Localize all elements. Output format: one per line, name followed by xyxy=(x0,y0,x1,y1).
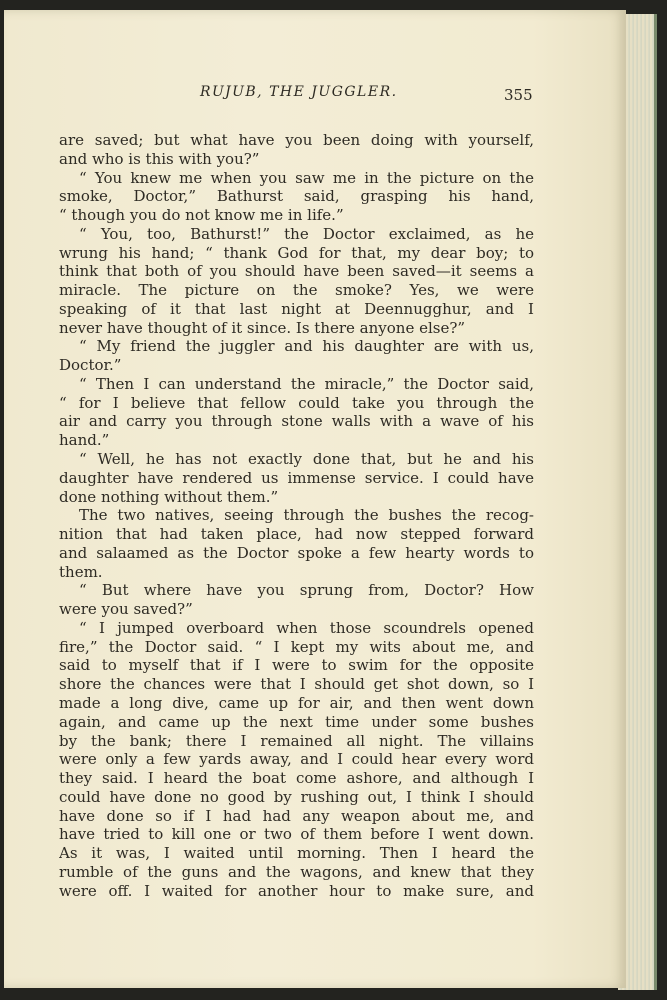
text-line: “ You knew me when you saw me in the picture on the xyxy=(79,168,534,187)
text-line: again, and came up the next time under some bushes xyxy=(59,712,534,731)
text-line: daughter have rendered us immense service. I could have xyxy=(59,468,534,487)
page-number: 355 xyxy=(504,86,533,104)
body-text xyxy=(59,131,534,900)
text-line: miracle. The picture on the smoke? Yes, we were xyxy=(59,281,534,300)
text-line: “ though you do not know me in life.” xyxy=(59,206,344,225)
text-line: “ But where have you sprung from, Doctor? How xyxy=(79,581,534,600)
text-line: by the bank; there I remained all night. The villains xyxy=(59,731,534,750)
text-line: “ Then I can understand the miracle,” the Doctor said, xyxy=(79,374,534,393)
text-line: rumble of the guns and the wagons, and knew that they xyxy=(59,862,534,881)
text-line: were off. I waited for another hour to make sure, and xyxy=(59,881,534,900)
text-line: and salaamed as the Doctor spoke a few hearty words to xyxy=(59,543,534,562)
text-line: have tried to kill one or two of them before I went down. xyxy=(59,825,534,844)
text-line: fire,” the Doctor said. “ I kept my wits about me, and xyxy=(59,637,534,656)
text-line: they said. I heard the boat come ashore, and although I xyxy=(59,769,534,788)
text-line: said to myself that if I were to swim for the opposite xyxy=(59,656,534,675)
text-line: smoke, Doctor,” Bathurst said, grasping his hand, xyxy=(59,187,534,206)
page-header xyxy=(4,84,626,108)
text-line: could have done no good by rushing out, I think I should xyxy=(59,787,534,806)
text-line: “ for I believe that fellow could take you through the xyxy=(59,393,534,412)
running-title: RUJUB, THE JUGGLER. xyxy=(200,84,398,100)
text-line: hand.” xyxy=(59,431,110,450)
text-line: and who is this with you?” xyxy=(59,149,260,168)
text-line: never have thought of it since. Is there anyone else?” xyxy=(59,318,466,337)
text-line: are saved; but what have you been doing with yourself, xyxy=(59,131,534,149)
text-line: shore the chances were that I should get shot down, so I xyxy=(59,675,534,694)
text-line: done nothing without them.” xyxy=(59,487,279,506)
text-line: wrung his hand; “ thank God for that, my dear boy; to xyxy=(59,243,534,262)
text-line: “ My friend the juggler and his daughter are with us, xyxy=(79,337,534,356)
book-page xyxy=(4,10,626,988)
text-line: were only a few yards away, and I could hear every word xyxy=(59,750,534,769)
text-line: have done so if I had had any weapon about me, and xyxy=(59,806,534,825)
text-line: them. xyxy=(59,562,103,581)
text-line: “ You, too, Bathurst!” the Doctor exclaimed, as he xyxy=(79,224,534,243)
text-line: speaking of it that last night at Deennugghur, and I xyxy=(59,299,534,318)
text-line: nition that had taken place, had now stepped forward xyxy=(59,525,534,544)
text-line: think that both of you should have been saved—it seems a xyxy=(59,262,534,281)
text-line: made a long dive, came up for air, and then went down xyxy=(59,693,534,712)
text-line: “ I jumped overboard when those scoundrels opened xyxy=(79,618,534,637)
text-line: As it was, I waited until morning. Then I heard the xyxy=(59,844,534,863)
text-line: The two natives, seeing through the bushes the recog- xyxy=(79,506,534,525)
text-line: Doctor.” xyxy=(59,356,122,375)
text-line: were you saved?” xyxy=(59,600,193,619)
text-line: “ Well, he has not exactly done that, but he and his xyxy=(79,450,534,469)
text-line: air and carry you through stone walls with a wave of his xyxy=(59,412,534,431)
